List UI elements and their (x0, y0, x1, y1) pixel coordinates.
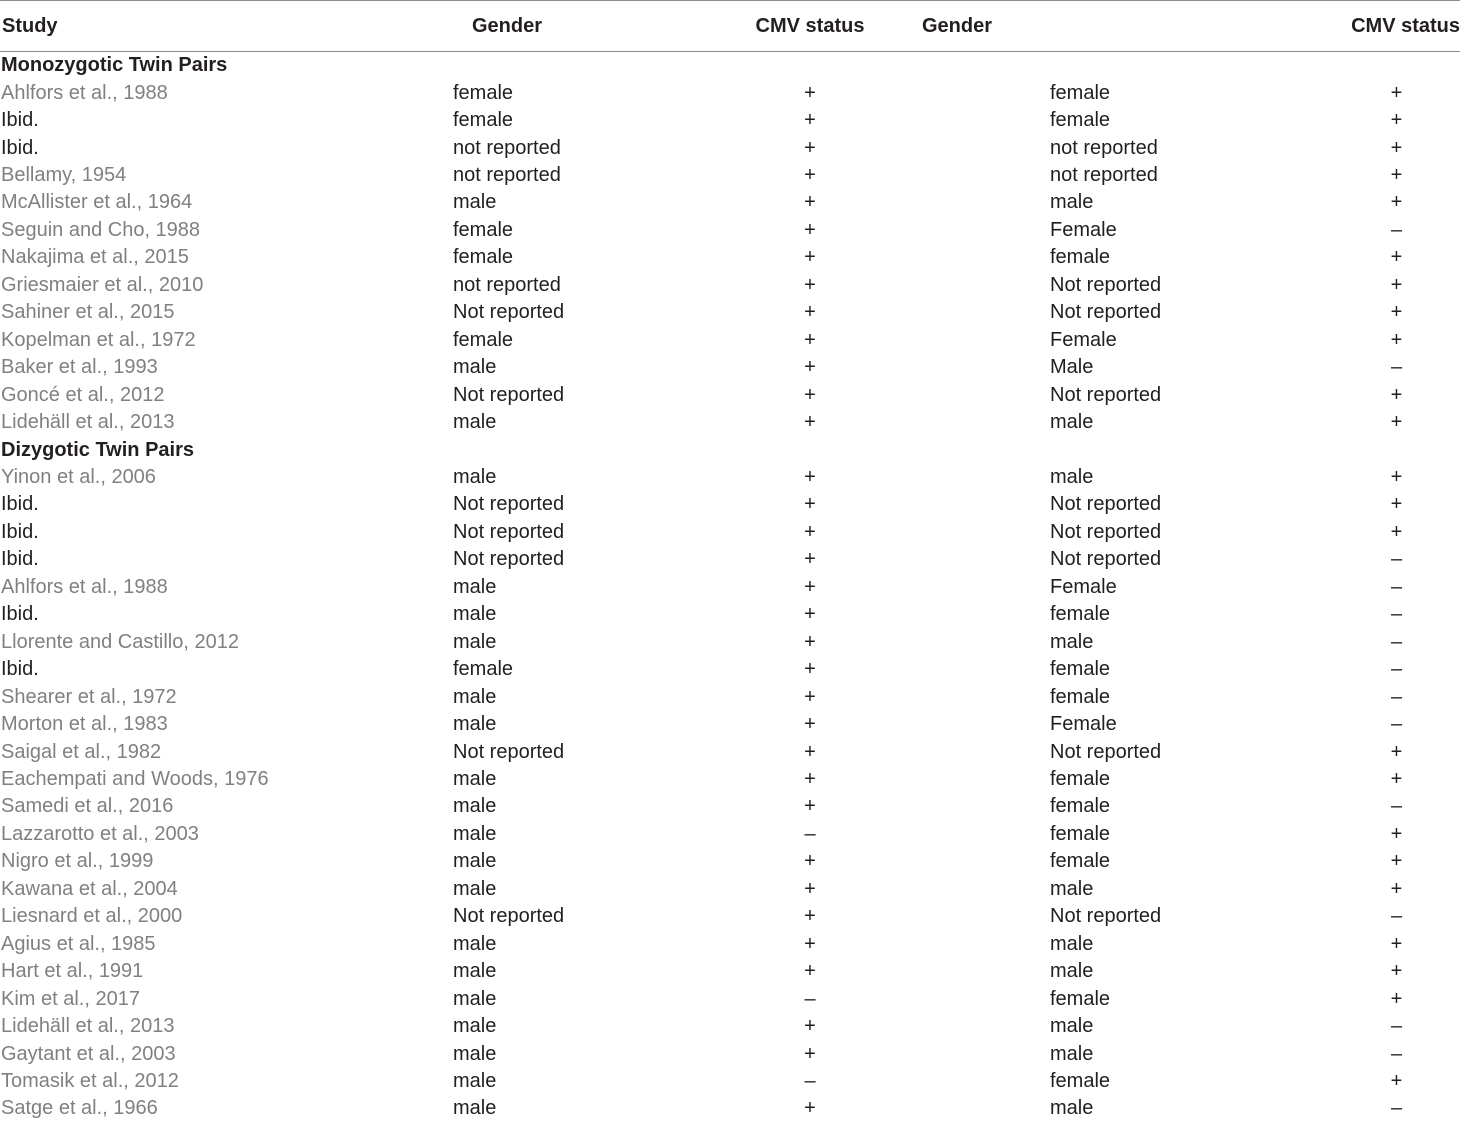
gender-twin2-cell: female (1050, 685, 1111, 708)
study-cell: Ibid. (1, 109, 39, 132)
table-row (0, 491, 1460, 518)
cmv-twin2-cell: – (1390, 1015, 1403, 1038)
study-cell: Ibid. (1, 548, 39, 571)
gender-twin2-cell: female (1050, 850, 1111, 873)
cmv-twin1-cell: + (804, 658, 816, 681)
table-row (0, 656, 1460, 683)
gender-twin1-cell: female (453, 658, 514, 681)
cmv-twin1-cell: + (804, 795, 816, 818)
cmv-twin1-cell: + (804, 109, 816, 132)
cmv-twin1-cell: + (804, 713, 816, 736)
cmv-twin2-cell: + (1390, 328, 1403, 351)
study-cell: Eachempati and Woods, 1976 (1, 768, 269, 790)
gender-twin2-cell: female (1050, 658, 1111, 681)
gender-twin1-cell: male (453, 356, 497, 379)
cmv-twin1-cell: + (804, 1097, 816, 1120)
study-cell: Saigal et al., 1982 (1, 740, 162, 763)
gender-twin1-cell: Not reported (453, 493, 565, 516)
cmv-twin1-cell: + (804, 191, 816, 214)
gender-twin1-cell: male (453, 191, 497, 214)
gender-twin2-cell: male (1050, 630, 1094, 653)
cmv-twin2-cell: – (1390, 1097, 1403, 1120)
gender-twin2-cell: female (1050, 768, 1111, 790)
cmv-twin2-cell: + (1390, 822, 1403, 845)
gender-twin1-cell: male (453, 932, 497, 955)
study-cell: Ahlfors et al., 1988 (1, 81, 168, 104)
table-row (0, 711, 1460, 738)
gender-twin1-cell: not reported (453, 136, 561, 159)
cmv-twin1-cell: + (804, 411, 816, 434)
table-row (0, 327, 1460, 354)
gender-twin1-cell: male (453, 685, 497, 708)
table-row (0, 299, 1460, 326)
table-row (0, 1068, 1460, 1095)
table-row (0, 1040, 1460, 1067)
table-row (0, 409, 1460, 436)
gender-twin2-cell: Female (1050, 713, 1117, 736)
cmv-twin2-cell: + (1390, 768, 1403, 790)
table-row (0, 1013, 1460, 1040)
study-cell: Seguin and Cho, 1988 (1, 218, 201, 241)
gender-twin2-cell: Not reported (1050, 273, 1162, 296)
gender-twin2-cell: female (1050, 109, 1111, 132)
table-row (0, 381, 1460, 408)
gender-twin2-cell: Not reported (1050, 905, 1162, 928)
cmv-twin2-cell: – (1390, 1042, 1403, 1065)
gender-twin2-cell: male (1050, 1042, 1094, 1065)
header-gender-twin1: Gender (452, 1, 706, 52)
cmv-twin2-cell: – (1390, 685, 1403, 708)
cmv-twin1-cell: + (804, 81, 816, 104)
section-header-row (0, 52, 1460, 80)
gender-twin1-cell: female (453, 246, 514, 269)
table-row (0, 766, 1460, 793)
cmv-twin1-cell: + (804, 466, 816, 489)
cmv-twin2-cell: + (1390, 81, 1403, 104)
cmv-twin2-cell: – (1390, 795, 1403, 818)
cmv-twin1-cell: + (804, 877, 816, 900)
cmv-twin2-cell: – (1390, 713, 1403, 736)
gender-twin1-cell: not reported (453, 273, 561, 296)
section-title: Monozygotic Twin Pairs (1, 54, 228, 77)
gender-twin1-cell: male (453, 603, 497, 626)
study-cell: Kawana et al., 2004 (1, 877, 178, 900)
study-cell: Griesmaier et al., 2010 (1, 273, 204, 296)
cmv-twin1-cell: + (804, 603, 816, 626)
cmv-twin2-cell: + (1390, 493, 1403, 516)
table-row (0, 546, 1460, 573)
table-row (0, 162, 1460, 189)
cmv-twin1-cell: + (804, 932, 816, 955)
cmv-twin1-cell: + (804, 575, 816, 598)
cmv-twin2-cell: + (1390, 520, 1403, 543)
cmv-twin2-cell: – (1390, 905, 1403, 928)
study-cell: Kopelman et al., 1972 (1, 328, 196, 351)
study-cell: Goncé et al., 2012 (1, 383, 165, 406)
cmv-twin2-cell: – (1390, 218, 1403, 241)
study-cell: Nigro et al., 1999 (1, 850, 154, 873)
study-cell: Bellamy, 1954 (1, 164, 127, 187)
gender-twin1-cell: male (453, 795, 497, 818)
cmv-twin1-cell: – (804, 1069, 816, 1092)
study-cell: Agius et al., 1985 (1, 932, 156, 955)
gender-twin1-cell: male (453, 960, 497, 983)
gender-twin2-cell: male (1050, 411, 1094, 434)
cmv-twin1-cell: + (804, 520, 816, 543)
header-cmv-twin1: CMV status (706, 1, 902, 52)
section-title: Dizygotic Twin Pairs (1, 438, 194, 461)
gender-twin2-cell: Not reported (1050, 520, 1162, 543)
gender-twin2-cell: Not reported (1050, 301, 1162, 324)
gender-twin1-cell: male (453, 575, 497, 598)
gender-twin1-cell: male (453, 850, 497, 873)
cmv-twin2-cell: + (1390, 411, 1403, 434)
gender-twin2-cell: female (1050, 603, 1111, 626)
table-row (0, 189, 1460, 216)
cmv-twin2-cell: + (1390, 932, 1403, 955)
cmv-twin1-cell: + (804, 218, 816, 241)
gender-twin1-cell: Not reported (453, 905, 565, 928)
gender-twin1-cell: Not reported (453, 383, 565, 406)
cmv-twin2-cell: + (1390, 1069, 1403, 1092)
cmv-twin2-cell: + (1390, 301, 1403, 324)
cmv-twin1-cell: + (804, 905, 816, 928)
cmv-twin1-cell: + (804, 383, 816, 406)
gender-twin2-cell: Female (1050, 328, 1117, 351)
cmv-twin1-cell: + (804, 548, 816, 571)
gender-twin1-cell: male (453, 1097, 497, 1120)
gender-twin2-cell: male (1050, 1015, 1094, 1038)
gender-twin2-cell: Not reported (1050, 493, 1162, 516)
cmv-twin2-cell: – (1390, 356, 1403, 379)
study-cell: Yinon et al., 2006 (1, 466, 156, 489)
cmv-twin2-cell: + (1390, 877, 1403, 900)
gender-twin2-cell: not reported (1050, 164, 1158, 187)
cmv-twin2-cell: – (1390, 658, 1403, 681)
table-row (0, 629, 1460, 656)
cmv-twin1-cell: + (804, 768, 816, 790)
table-row (0, 354, 1460, 381)
study-cell: Lidehäll et al., 2013 (1, 1015, 175, 1038)
cmv-twin2-cell: + (1390, 246, 1403, 269)
gender-twin1-cell: female (453, 218, 514, 241)
gender-twin1-cell: male (453, 877, 497, 900)
cmv-twin1-cell: + (804, 301, 816, 324)
study-cell: Hart et al., 1991 (1, 960, 144, 983)
gender-twin2-cell: female (1050, 1069, 1111, 1092)
study-cell: Ibid. (1, 658, 39, 681)
study-cell: Sahiner et al., 2015 (1, 301, 175, 324)
gender-twin1-cell: male (453, 1042, 497, 1065)
gender-twin2-cell: Not reported (1050, 548, 1162, 571)
gender-twin2-cell: Male (1050, 356, 1094, 379)
gender-twin2-cell: male (1050, 1097, 1094, 1120)
cmv-twin1-cell: + (804, 273, 816, 296)
study-cell: Ibid. (1, 136, 39, 159)
study-cell: Gaytant et al., 2003 (1, 1042, 176, 1065)
table-row (0, 574, 1460, 601)
table-row (0, 821, 1460, 848)
gender-twin2-cell: female (1050, 822, 1111, 845)
table-row (0, 464, 1460, 491)
cmv-twin1-cell: + (804, 246, 816, 269)
table-row (0, 272, 1460, 299)
gender-twin2-cell: female (1050, 795, 1111, 818)
gender-twin2-cell: male (1050, 932, 1094, 955)
table-row (0, 244, 1460, 271)
table-row (0, 793, 1460, 820)
table-row (0, 217, 1460, 244)
gender-twin2-cell: not reported (1050, 136, 1158, 159)
gender-twin1-cell: male (453, 1015, 497, 1038)
cmv-twin2-cell: + (1390, 466, 1403, 489)
study-cell: Ahlfors et al., 1988 (1, 575, 168, 598)
gender-twin1-cell: female (453, 328, 514, 351)
table-row (0, 903, 1460, 930)
gender-twin1-cell: Not reported (453, 740, 565, 763)
gender-twin1-cell: male (453, 466, 497, 489)
study-cell: Ibid. (1, 603, 39, 626)
cmv-twin2-cell: + (1390, 740, 1403, 763)
gender-twin1-cell: Not reported (453, 548, 565, 571)
cmv-twin2-cell: + (1390, 273, 1403, 296)
gender-twin1-cell: male (453, 630, 497, 653)
cmv-twin1-cell: + (804, 136, 816, 159)
table-row (0, 738, 1460, 765)
gender-twin2-cell: Not reported (1050, 383, 1162, 406)
gender-twin1-cell: male (453, 822, 497, 845)
study-cell: Liesnard et al., 2000 (1, 905, 183, 928)
cmv-twin2-cell: + (1390, 850, 1403, 873)
table-header (0, 1, 1460, 52)
gender-twin2-cell: male (1050, 877, 1094, 900)
gender-twin1-cell: male (453, 411, 497, 434)
cmv-twin1-cell: + (804, 630, 816, 653)
cmv-twin1-cell: + (804, 850, 816, 873)
gender-twin2-cell: Female (1050, 575, 1117, 598)
gender-twin1-cell: male (453, 713, 497, 736)
study-cell: Satge et al., 1966 (1, 1097, 158, 1120)
table-body (0, 52, 1460, 1123)
cmv-twin1-cell: + (804, 685, 816, 708)
header-study: Study (0, 1, 452, 52)
gender-twin2-cell: female (1050, 987, 1111, 1010)
study-cell: Baker et al., 1993 (1, 356, 158, 379)
gender-twin2-cell: Not reported (1050, 740, 1162, 763)
gender-twin2-cell: female (1050, 81, 1111, 104)
cmv-twin2-cell: + (1390, 987, 1403, 1010)
cmv-twin1-cell: + (804, 356, 816, 379)
gender-twin1-cell: Not reported (453, 301, 565, 324)
gender-twin2-cell: male (1050, 960, 1094, 983)
study-cell: McAllister et al., 1964 (1, 191, 193, 214)
table-row (0, 985, 1460, 1012)
cmv-twin1-cell: – (804, 987, 816, 1010)
table-row (0, 848, 1460, 875)
study-cell: Llorente and Castillo, 2012 (1, 630, 239, 653)
cmv-twin1-cell: + (804, 493, 816, 516)
cmv-twin1-cell: + (804, 328, 816, 351)
cmv-twin2-cell: – (1390, 603, 1403, 626)
gender-twin2-cell: male (1050, 191, 1094, 214)
study-cell: Shearer et al., 1972 (1, 685, 177, 708)
gender-twin1-cell: female (453, 81, 514, 104)
table-row (0, 107, 1460, 134)
gender-twin1-cell: female (453, 109, 514, 132)
table-row (0, 79, 1460, 106)
gender-twin2-cell: Female (1050, 218, 1117, 241)
study-cell: Kim et al., 2017 (1, 987, 140, 1010)
gender-twin1-cell: male (453, 768, 497, 790)
cmv-twin2-cell: – (1390, 575, 1403, 598)
cmv-twin1-cell: + (804, 740, 816, 763)
table-row (0, 931, 1460, 958)
gender-twin1-cell: Not reported (453, 520, 565, 543)
table-row (0, 683, 1460, 710)
study-cell: Samedi et al., 2016 (1, 795, 174, 818)
header-cmv-twin2: CMV status (1203, 1, 1460, 52)
gender-twin2-cell: female (1050, 246, 1111, 269)
cmv-twin2-cell: + (1390, 191, 1403, 214)
gender-twin1-cell: male (453, 987, 497, 1010)
study-cell: Ibid. (1, 520, 39, 543)
study-cell: Lidehäll et al., 2013 (1, 411, 175, 434)
table-row (0, 134, 1460, 161)
cmv-twin2-cell: + (1390, 109, 1403, 132)
gender-twin1-cell: not reported (453, 164, 561, 187)
cmv-twin1-cell: + (804, 164, 816, 187)
table-row (0, 601, 1460, 628)
cmv-twin2-cell: + (1390, 136, 1403, 159)
cmv-twin2-cell: – (1390, 630, 1403, 653)
study-cell: Morton et al., 1983 (1, 713, 168, 736)
study-cell: Lazzarotto et al., 2003 (1, 822, 199, 845)
section-header-row (0, 436, 1460, 463)
cmv-twin2-cell: + (1390, 383, 1403, 406)
table-row (0, 519, 1460, 546)
gender-twin2-cell: male (1050, 466, 1094, 489)
gender-twin1-cell: male (453, 1069, 497, 1092)
cmv-twin1-cell: + (804, 1042, 816, 1065)
cmv-twin1-cell: + (804, 960, 816, 983)
table-row (0, 1095, 1460, 1122)
cmv-twin1-cell: – (804, 822, 816, 845)
study-cell: Nakajima et al., 2015 (1, 246, 189, 269)
study-cell: Tomasik et al., 2012 (1, 1069, 179, 1092)
cmv-twin2-cell: + (1390, 164, 1403, 187)
table-row (0, 876, 1460, 903)
cmv-twin2-cell: – (1390, 548, 1403, 571)
header-gender-twin2: Gender (902, 1, 1203, 52)
table-row (0, 958, 1460, 985)
study-cell: Ibid. (1, 493, 39, 516)
cmv-twin2-cell: + (1390, 960, 1403, 983)
cmv-twin1-cell: + (804, 1015, 816, 1038)
